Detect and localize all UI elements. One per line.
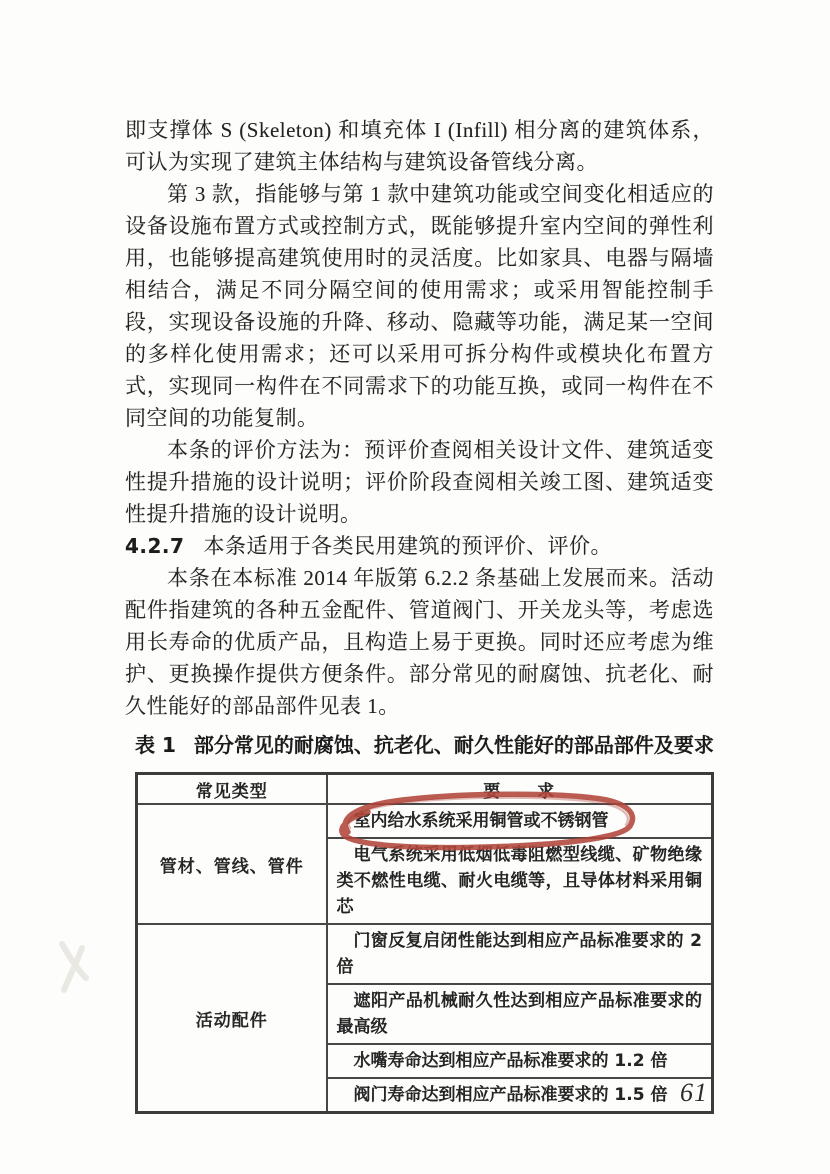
requirement-cell-valves xyxy=(327,1078,713,1113)
table-caption-label: 表 1 xyxy=(135,733,176,757)
page-number: 61 xyxy=(680,1078,708,1107)
scan-smudge xyxy=(52,938,96,996)
type-cell-pipes: 管材、管线、管件 xyxy=(137,804,327,924)
requirement-cell-water-pipes xyxy=(327,804,713,838)
requirement-cell-faucets xyxy=(327,1044,713,1078)
column-header-type: 常见类型 xyxy=(137,774,327,805)
requirement-cell-shading-products xyxy=(327,984,713,1044)
requirements-table xyxy=(135,772,714,1114)
paragraph-clause-background: 本条在本标准 2014 年版第 6.2.2 条基础上发展而来。活动配件指建筑的各种五金配件、管道阀门、开关龙头等，考虑选用长寿命的优质产品，且构造上易于更换。同时还应考虑为维护、更换操作提供方便条件。部分常见的耐腐蚀、抗老化、耐久性能好的部品部件见表 1。 xyxy=(125,566,714,718)
clause-text: 本条适用于各类民用建筑的预评价、评价。 xyxy=(203,534,612,558)
table-caption-title: 部分常见的耐腐蚀、抗老化、耐久性能好的部品部件及要求 xyxy=(193,733,714,757)
table-row xyxy=(137,924,713,984)
requirement-text: 门窗反复启闭性能达到相应产品标准要求的 2 倍 xyxy=(336,931,702,977)
table-header-row xyxy=(137,774,713,805)
requirement-text: 电气系统采用低烟低毒阻燃型线缆、矿物绝缘类不燃性电缆、耐火电缆等，且导体材料采用铜芯 xyxy=(336,845,702,917)
table-row xyxy=(137,804,713,838)
column-header-requirement: 要 求 xyxy=(327,774,713,805)
clause-4-2-7 xyxy=(125,530,714,562)
clause-number: 4.2.7 xyxy=(125,534,185,558)
requirement-cell-doors-windows xyxy=(327,924,713,984)
table-caption xyxy=(135,729,714,758)
requirement-text: 室内给水系统采用铜管或不锈钢管 xyxy=(353,811,609,831)
requirement-text: 遮阳产品机械耐久性达到相应产品标准要求的最高级 xyxy=(336,991,702,1037)
type-cell-movable-fittings: 活动配件 xyxy=(137,924,327,1113)
paragraph-clause3-explanation: 第 3 款，指能够与第 1 款中建筑功能或空间变化相适应的设备设施布置方式或控制方式，既能够提升室内空间的弹性利用，也能够提高建筑使用时的灵活度。比如家具、电器与隔墙相结合，满足不同分隔空间的使用需求；或采用智能控制手段，实现设备设施的升降、移动、隐藏等功能，满足某一空间的多样化使用需求；还可以采用可拆分构件或模块化布置方式，实现同一构件在不同需求下的功能互换，或同一构件在不同空间的功能复制。 xyxy=(125,182,714,430)
requirement-text: 阀门寿命达到相应产品标准要求的 1.5 倍 xyxy=(353,1085,668,1105)
paragraph-evaluation-method: 本条的评价方法为：预评价查阅相关设计文件、建筑适变性提升措施的设计说明；评价阶段查阅相关竣工图、建筑适变性提升措施的设计说明。 xyxy=(125,438,714,526)
requirement-cell-electrical-cables xyxy=(327,838,713,924)
paragraph-continuation: 即支撑体 S (Skeleton) 和填充体 I (Infill) 相分离的建筑体系，可认为实现了建筑主体结构与建筑设备管线分离。 xyxy=(125,118,714,174)
body-text-block xyxy=(125,114,714,722)
requirement-text: 水嘴寿命达到相应产品标准要求的 1.2 倍 xyxy=(353,1051,668,1071)
